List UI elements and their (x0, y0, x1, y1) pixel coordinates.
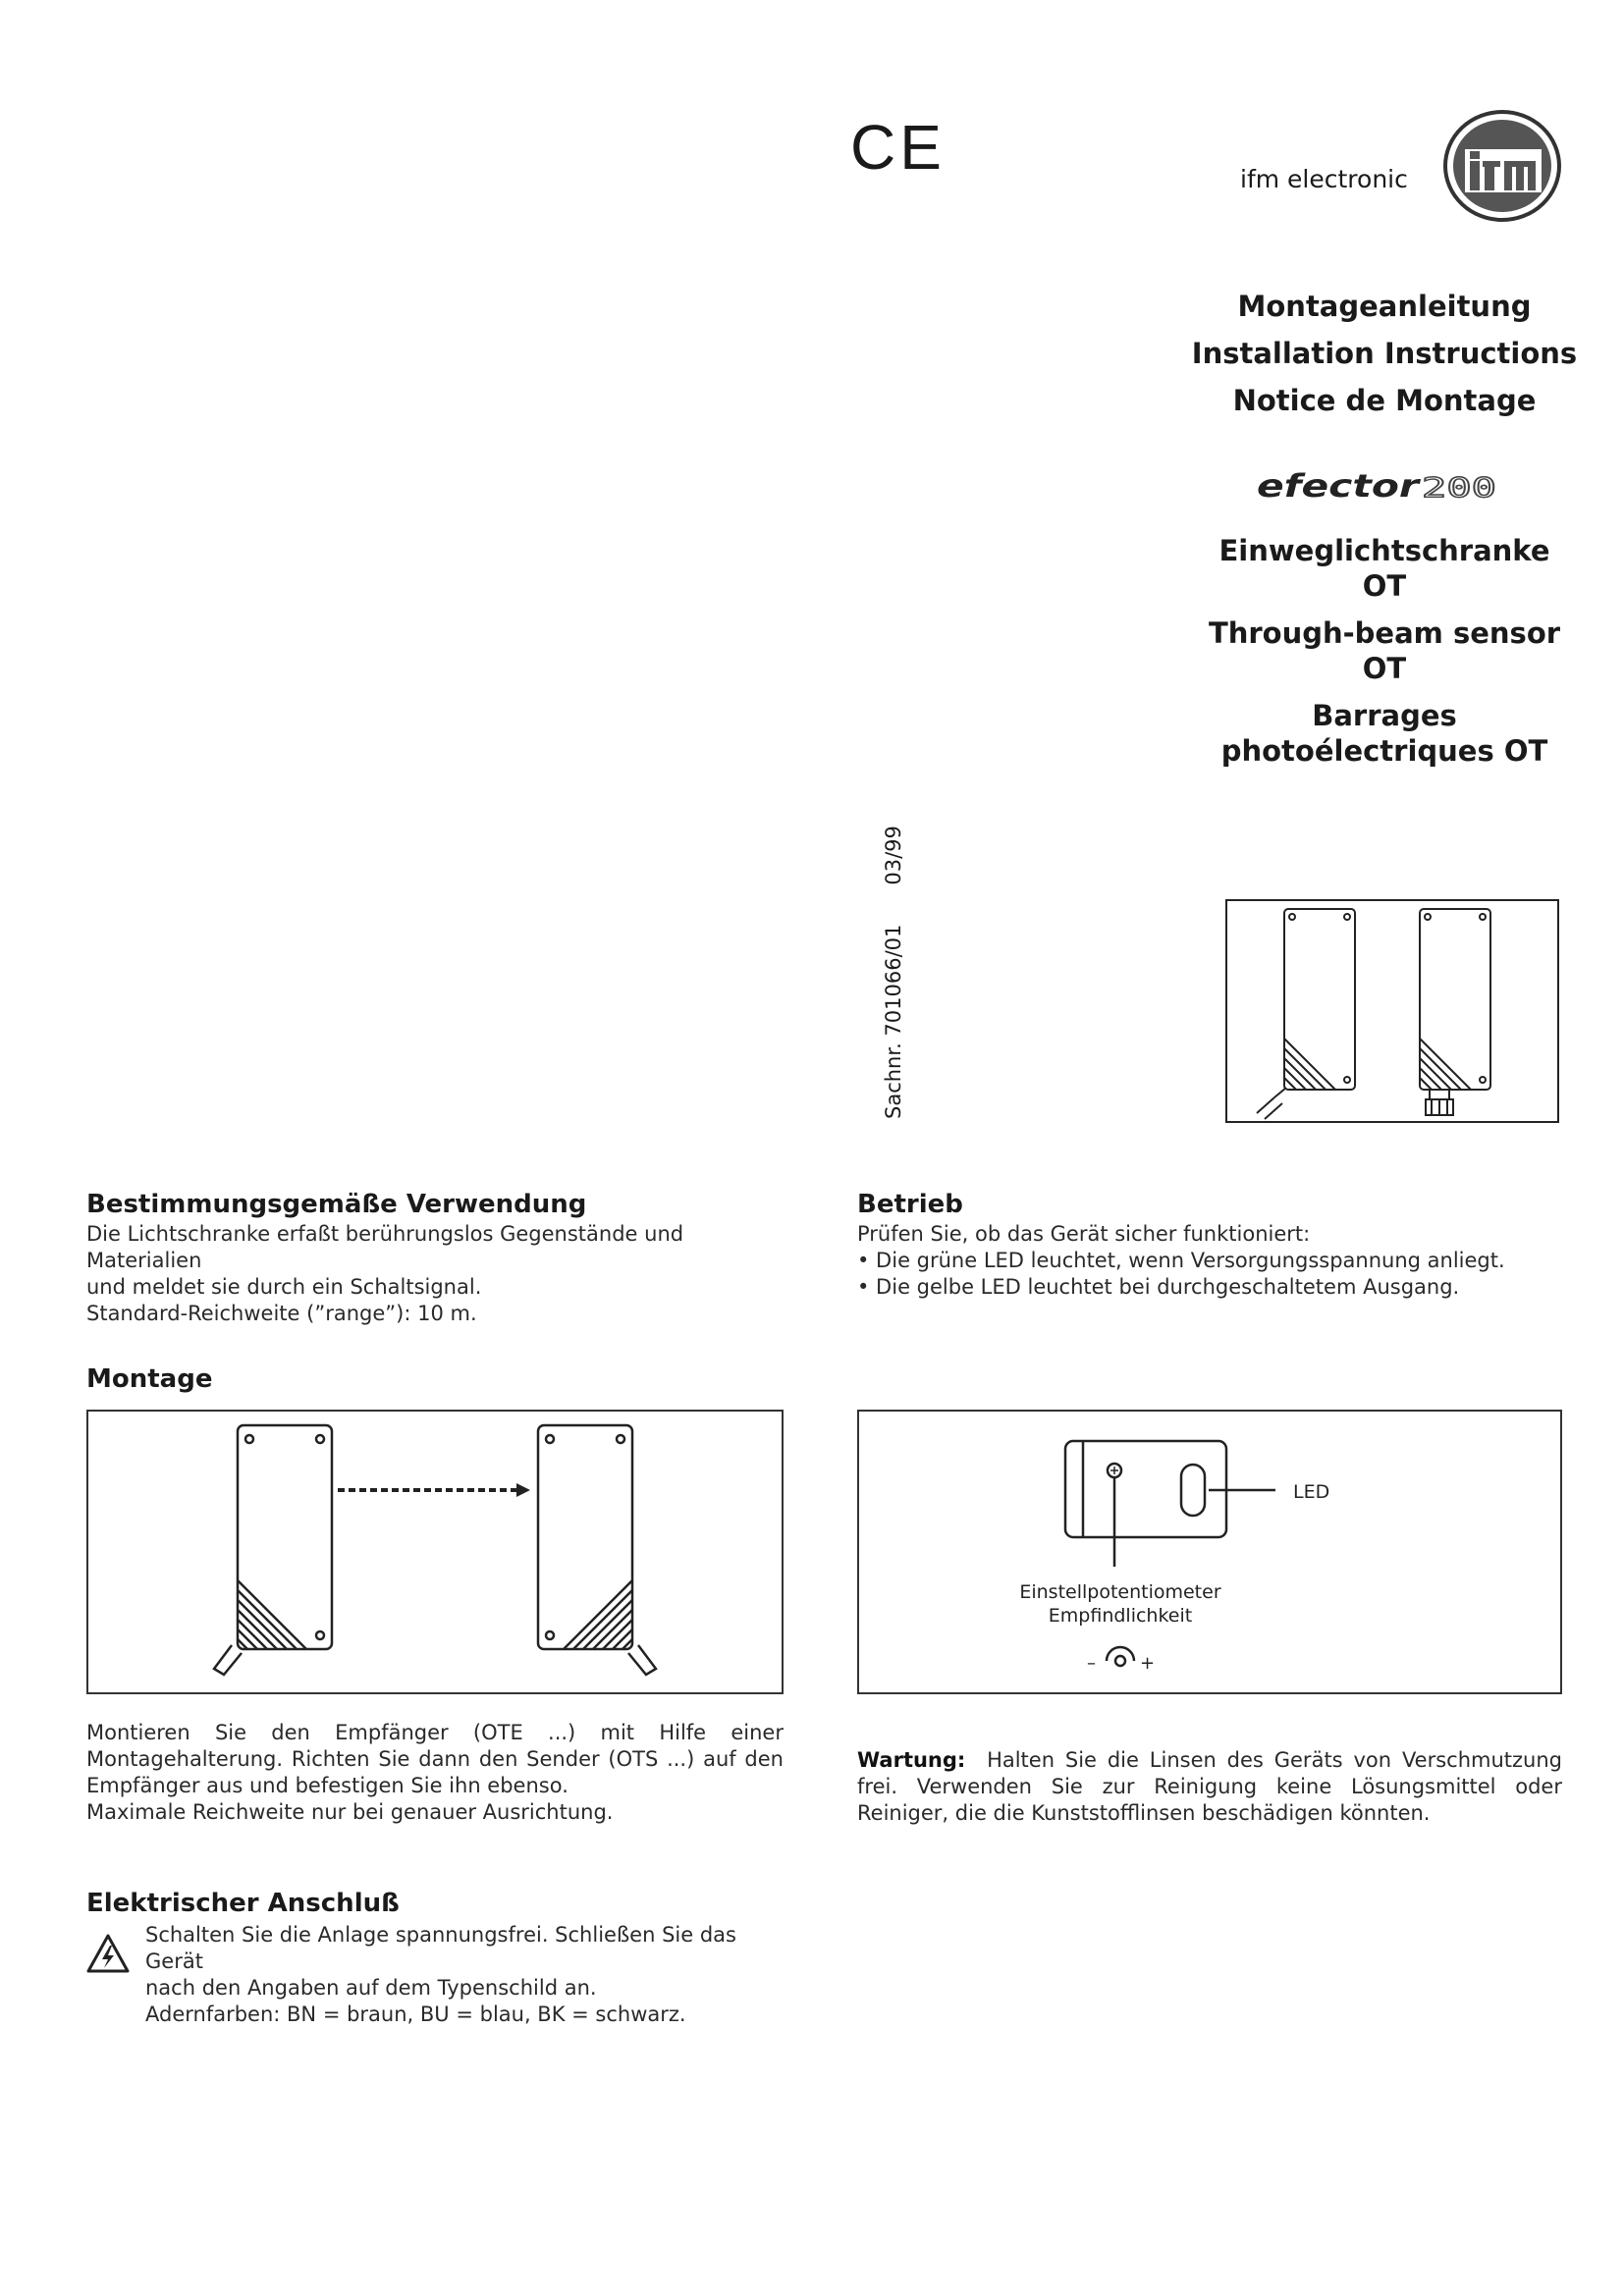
maintenance-text (857, 1747, 1562, 1827)
usage-line: Standard-Reichweite (”range”): 10 m. (86, 1302, 477, 1325)
brand-name: ifm electronic (1240, 165, 1408, 193)
led-potentiometer-diagram (857, 1410, 1562, 1694)
part-number-vertical (882, 826, 905, 1119)
maintenance-body: Halten Sie die Linsen des Geräts von Verschmutzung frei. Verwenden Sie zur Reinigung keine Lösungsmittel oder Reiniger, die die Kunststofflinsen beschädigen könnten. (857, 1748, 1562, 1825)
heading-mounting: Montage (86, 1364, 213, 1394)
electrical-line: nach den Angaben auf dem Typenschild an. (145, 1976, 597, 2000)
ce-mark: CE (850, 112, 946, 183)
mounting-paragraph: Montieren Sie den Empfänger (OTE ...) mit Hilfe einer Montagehalterung. Richten Sie dann den Sender (OTS ...) auf den Empfänger aus und befestigen Sie ihn ebenso. (86, 1721, 784, 1797)
electrical-line: Adernfarben: BN = braun, BU = blau, BK = schwarz. (145, 2002, 686, 2026)
product-line-fr-1: Barrages (1312, 699, 1457, 732)
sensitivity-label: Empfindlichkeit (1048, 1605, 1193, 1627)
title-en: Installation Instructions (1191, 337, 1578, 370)
product-type-de: OT (1362, 569, 1407, 603)
usage-line: und meldet sie durch ein Schaltsignal. (86, 1275, 482, 1299)
mounting-diagram (86, 1410, 784, 1694)
mounting-note: Maximale Reichweite nur bei genauer Ausrichtung. (86, 1800, 614, 1824)
title-de: Montageanleitung (1237, 290, 1532, 323)
operation-intro: Prüfen Sie, ob das Gerät sicher funktioniert: (857, 1222, 1311, 1246)
electrical-line: Schalten Sie die Anlage spannungsfrei. Schließen Sie das Gerät (145, 1923, 736, 1973)
heading-electrical: Elektrischer Anschluß (86, 1889, 400, 1918)
efector-series-logo (1257, 469, 1522, 505)
part-number: Sachnr. 701066/01 (882, 924, 905, 1119)
product-type-en: OT (1362, 652, 1407, 685)
operation-bullet: • Die gelbe LED leuchtet bei durchgeschaltetem Ausgang. (857, 1275, 1460, 1299)
plus-sign: + (1140, 1653, 1156, 1674)
heading-operation: Betrieb (857, 1190, 963, 1219)
ifm-logo (1443, 110, 1561, 223)
product-line-fr-2: photoélectriques OT (1220, 734, 1548, 768)
svg-text:efector: efector (1257, 469, 1422, 505)
sensor-variants-illustration (1225, 899, 1559, 1123)
electrical-text (145, 1922, 784, 2028)
usage-line: Die Lichtschranke erfaßt berührungslos Gegenstände und Materialien (86, 1222, 684, 1272)
product-line-de: Einweglichtschranke (1218, 534, 1550, 567)
operation-bullet: • Die grüne LED leuchtet, wenn Versorgungsspannung anliegt. (857, 1249, 1505, 1272)
document-titles (1168, 283, 1600, 424)
print-date: 03/99 (882, 826, 905, 885)
usage-text (86, 1221, 784, 1327)
led-label: LED (1293, 1481, 1330, 1503)
heading-usage: Bestimmungsgemäße Verwendung (86, 1190, 587, 1219)
product-names (1168, 533, 1600, 769)
mounting-text (86, 1720, 784, 1826)
maintenance-label: Wartung: (857, 1748, 966, 1772)
svg-text:200: 200 (1422, 471, 1496, 504)
potentiometer-label: Einstellpotentiometer (1019, 1581, 1221, 1603)
product-line-en: Through-beam sensor (1208, 616, 1561, 650)
title-fr: Notice de Montage (1232, 384, 1537, 417)
warning-icon (86, 1934, 130, 1973)
operation-text (857, 1221, 1562, 1301)
minus-sign: – (1087, 1653, 1096, 1674)
